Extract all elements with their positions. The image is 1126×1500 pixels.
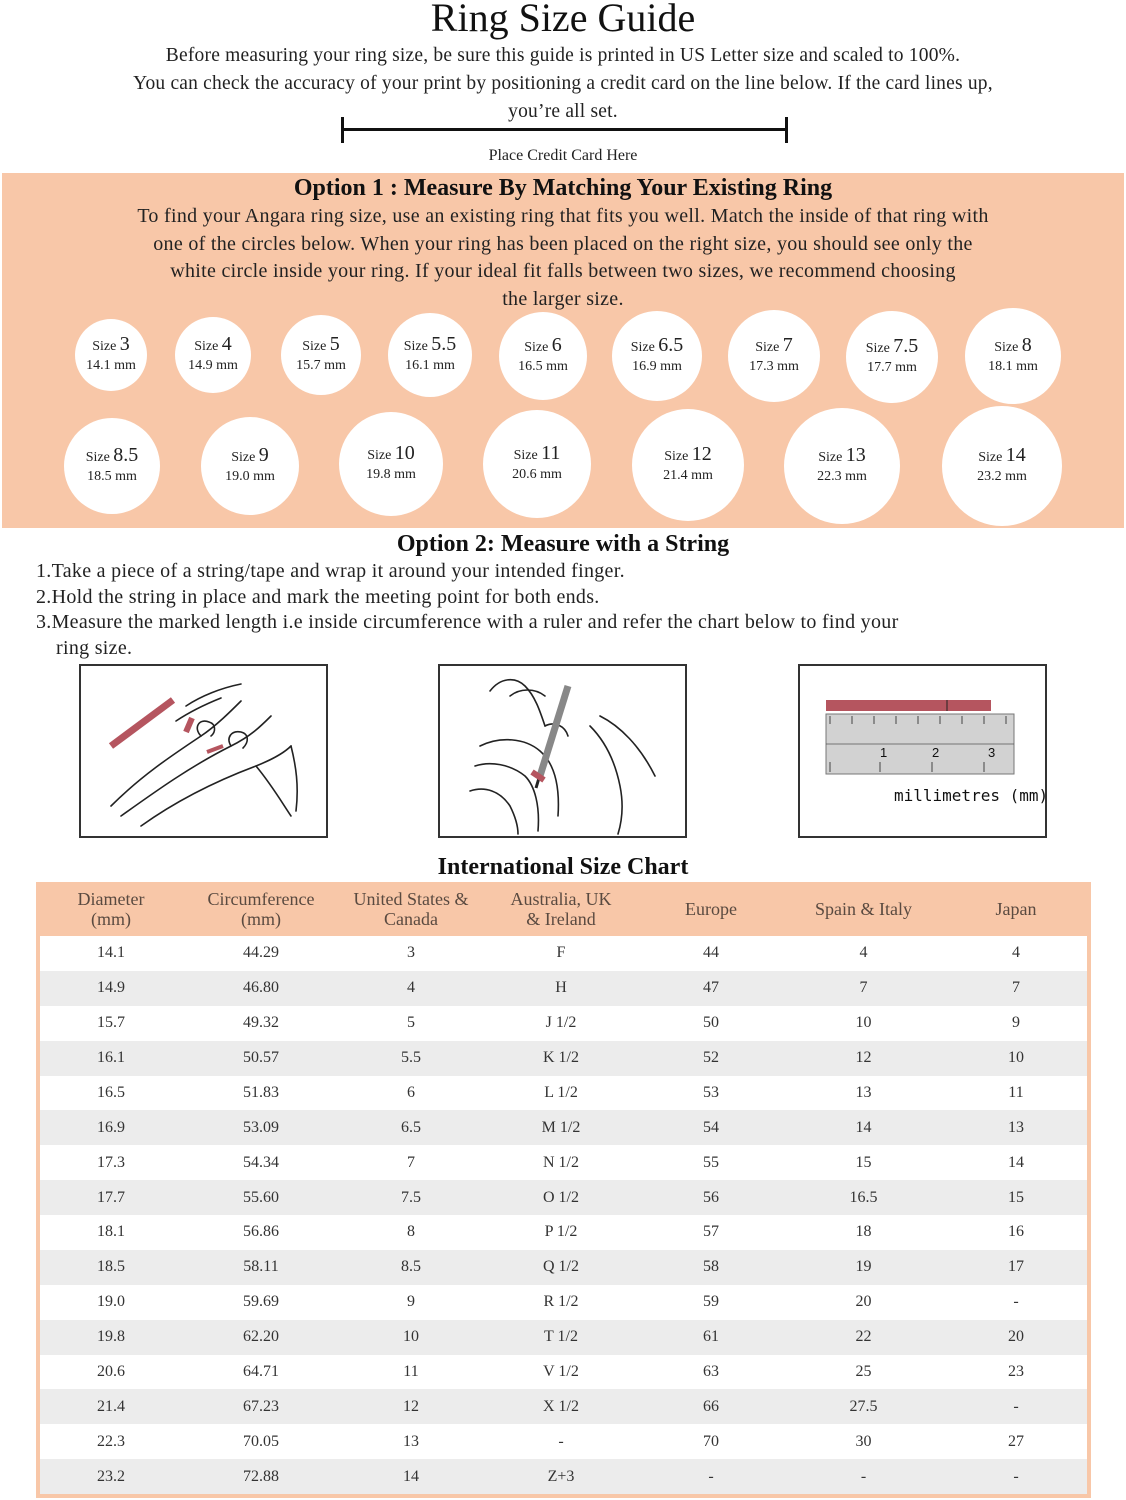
table-cell: 50 bbox=[703, 1014, 719, 1032]
table-cell: V 1/2 bbox=[543, 1362, 579, 1380]
size-circle bbox=[483, 410, 591, 518]
size-circle-mm: 17.3 mm bbox=[749, 359, 799, 374]
table-cell: - bbox=[1013, 1293, 1019, 1311]
table-cell: 16 bbox=[1008, 1223, 1024, 1241]
table-cell: P 1/2 bbox=[544, 1223, 578, 1241]
size-number: 7.5 bbox=[893, 335, 919, 357]
size-word: Size bbox=[85, 450, 110, 465]
size-number: 6 bbox=[551, 334, 562, 356]
table-row bbox=[40, 971, 1087, 1006]
size-circle-label bbox=[483, 442, 591, 465]
size-circle bbox=[499, 312, 587, 400]
table-cell: 20 bbox=[1008, 1328, 1024, 1346]
size-circle-mm: 19.0 mm bbox=[225, 469, 275, 484]
table-cell: 11 bbox=[1008, 1083, 1024, 1101]
table-row bbox=[40, 936, 1087, 971]
size-word: Size bbox=[524, 340, 549, 355]
table-cell: 59 bbox=[703, 1293, 719, 1311]
table-cell: 12 bbox=[855, 1049, 872, 1067]
table-cell: 8 bbox=[407, 1223, 415, 1241]
size-chart-table bbox=[36, 882, 1091, 1498]
line-tick-right bbox=[785, 117, 788, 143]
size-word: Size bbox=[978, 450, 1003, 465]
option1-text-line: To find your Angara ring size, use an existing ring that fits you well. Match the inside of that ring with bbox=[137, 205, 989, 227]
column-header-line: Australia, UK bbox=[510, 889, 612, 909]
table-cell: 4 bbox=[859, 944, 868, 962]
table-row bbox=[40, 1110, 1087, 1145]
table-cell: 52 bbox=[703, 1049, 719, 1067]
table-cell: 13 bbox=[403, 1432, 419, 1450]
table-cell: 44 bbox=[703, 944, 719, 962]
size-word: Size bbox=[92, 339, 117, 354]
table-cell: T 1/2 bbox=[544, 1328, 578, 1346]
size-circle-label bbox=[942, 444, 1062, 467]
table-cell: 57 bbox=[703, 1223, 719, 1241]
table-cell: 59.69 bbox=[243, 1293, 279, 1311]
table-row bbox=[40, 1459, 1087, 1494]
size-number: 5 bbox=[329, 333, 340, 355]
table-cell: 53 bbox=[703, 1083, 719, 1101]
table-cell: 14 bbox=[403, 1467, 419, 1485]
size-number: 4 bbox=[221, 333, 232, 355]
size-circle bbox=[846, 311, 938, 403]
table-cell: 17.7 bbox=[97, 1188, 125, 1206]
table-cell: 14.1 bbox=[97, 944, 125, 962]
size-circle bbox=[784, 408, 900, 524]
size-word: Size bbox=[403, 339, 428, 354]
table-cell: 72.88 bbox=[243, 1467, 279, 1485]
size-number: 11 bbox=[541, 442, 561, 464]
table-cell: 13 bbox=[855, 1083, 872, 1101]
table-cell: 7 bbox=[1012, 979, 1020, 997]
table-cell: 4 bbox=[407, 979, 415, 997]
table-row bbox=[40, 1355, 1087, 1390]
size-word: Size bbox=[231, 450, 256, 465]
table-cell: 16.5 bbox=[849, 1188, 878, 1206]
table-cell: J 1/2 bbox=[545, 1014, 577, 1032]
table-cell: X 1/2 bbox=[543, 1397, 579, 1415]
table-cell: 21.4 bbox=[97, 1397, 125, 1415]
table-cell: 17 bbox=[1008, 1258, 1024, 1276]
column-header bbox=[186, 882, 336, 936]
table-cell: 61 bbox=[703, 1328, 719, 1346]
table-cell: 5.5 bbox=[401, 1049, 421, 1067]
table-cell: M 1/2 bbox=[541, 1118, 581, 1136]
size-number: 6.5 bbox=[658, 334, 684, 356]
size-circle bbox=[632, 409, 744, 521]
table-cell: 64.71 bbox=[243, 1362, 279, 1380]
option1-text-line: the larger size. bbox=[502, 287, 624, 310]
ruler-number-3: 3 bbox=[988, 745, 996, 760]
table-cell: N 1/2 bbox=[543, 1153, 579, 1171]
size-circle-label bbox=[846, 335, 938, 358]
table-cell: 20 bbox=[855, 1293, 872, 1311]
table-cell: 18 bbox=[855, 1223, 872, 1241]
column-header-line: Canada bbox=[384, 909, 438, 929]
intro-line: You can check the accuracy of your print by positioning a credit card on the line below. If the card lines up, bbox=[133, 73, 993, 94]
size-number: 14 bbox=[1005, 444, 1026, 466]
size-circle-mm: 15.7 mm bbox=[296, 358, 346, 373]
size-circle-mm: 16.5 mm bbox=[518, 359, 568, 374]
hand-pen-icon bbox=[440, 666, 685, 836]
size-circle-label bbox=[339, 442, 443, 465]
page-title: Ring Size Guide bbox=[430, 0, 696, 40]
step-item-continuation: ring size. bbox=[56, 636, 133, 659]
intro-line: you’re all set. bbox=[508, 101, 618, 122]
table-cell: 5 bbox=[407, 1014, 415, 1032]
option1-text-line: one of the circles below. When your ring has been placed on the right size, you should see only the bbox=[153, 232, 973, 255]
hand-string-icon bbox=[81, 666, 326, 836]
size-word: Size bbox=[513, 448, 538, 463]
table-cell: 16.1 bbox=[97, 1049, 125, 1067]
table-row bbox=[40, 1006, 1087, 1041]
table-cell: 7.5 bbox=[401, 1188, 421, 1206]
table-cell: 16.9 bbox=[97, 1118, 125, 1136]
table-cell: 51.83 bbox=[243, 1083, 279, 1101]
table-row bbox=[40, 1076, 1087, 1111]
column-header-line: Spain & Italy bbox=[815, 899, 912, 919]
ruler-illustration bbox=[798, 664, 1047, 838]
column-header bbox=[786, 882, 941, 936]
column-header bbox=[336, 882, 486, 936]
table-cell: O 1/2 bbox=[543, 1188, 579, 1206]
table-cell: 56.86 bbox=[243, 1223, 279, 1241]
table-cell: 58.11 bbox=[243, 1258, 279, 1276]
table-row bbox=[40, 1285, 1087, 1320]
intro-text bbox=[30, 42, 1096, 126]
size-circle bbox=[201, 417, 299, 515]
table-cell: 30 bbox=[855, 1432, 872, 1450]
option1-section bbox=[2, 173, 1124, 528]
table-cell: 55.60 bbox=[243, 1188, 279, 1206]
size-circle-mm: 14.9 mm bbox=[188, 358, 238, 373]
intro-line: Before measuring your ring size, be sure this guide is printed in US Letter size and scaled to 100%. bbox=[165, 45, 961, 66]
size-word: Size bbox=[194, 339, 219, 354]
ruler-number-1: 1 bbox=[880, 745, 888, 760]
table-cell: 10 bbox=[1008, 1049, 1024, 1067]
hand-marking-illustration bbox=[438, 664, 687, 838]
table-cell: 7 bbox=[859, 979, 868, 997]
size-circle-label bbox=[612, 334, 702, 357]
size-word: Size bbox=[367, 448, 392, 463]
option1-text bbox=[42, 203, 1084, 313]
table-row bbox=[40, 1424, 1087, 1459]
table-cell: 12 bbox=[403, 1397, 419, 1415]
table-cell: 19.0 bbox=[97, 1293, 125, 1311]
size-number: 7 bbox=[782, 334, 793, 356]
table-cell: - bbox=[708, 1467, 714, 1485]
table-cell: F bbox=[556, 944, 566, 962]
table-cell: 4 bbox=[1012, 944, 1020, 962]
size-circle-mm: 16.1 mm bbox=[405, 358, 455, 373]
size-circle-label bbox=[728, 334, 820, 357]
size-circle bbox=[64, 418, 160, 514]
column-header bbox=[486, 882, 636, 936]
table-cell: - bbox=[1013, 1397, 1019, 1415]
option2-steps bbox=[36, 559, 1096, 661]
table-cell: 15 bbox=[855, 1153, 872, 1171]
table-cell: 55 bbox=[703, 1153, 719, 1171]
size-number: 8.5 bbox=[113, 444, 139, 466]
size-number: 8 bbox=[1021, 334, 1032, 356]
table-cell: 16.5 bbox=[97, 1083, 125, 1101]
size-number: 10 bbox=[394, 442, 415, 464]
table-cell: 19.8 bbox=[97, 1328, 125, 1346]
table-cell: 53.09 bbox=[243, 1118, 279, 1136]
table-cell: 44.29 bbox=[243, 944, 279, 962]
size-circle-label bbox=[201, 444, 299, 467]
size-circle bbox=[339, 412, 443, 516]
step-item: 3.Measure the marked length i.e inside circumference with a ruler and refer the chart below to find your bbox=[36, 611, 899, 633]
size-circle bbox=[942, 406, 1062, 526]
size-word: Size bbox=[994, 340, 1019, 355]
table-cell: - bbox=[1013, 1467, 1019, 1485]
table-cell: - bbox=[860, 1467, 867, 1485]
table-cell: 70.05 bbox=[243, 1432, 279, 1450]
table-cell: 46.80 bbox=[243, 979, 279, 997]
size-word: Size bbox=[865, 341, 890, 356]
table-cell: 27 bbox=[1008, 1432, 1024, 1450]
size-circle-label bbox=[965, 334, 1061, 357]
ruler-icon bbox=[800, 666, 1045, 836]
table-cell: 67.23 bbox=[243, 1397, 279, 1415]
table-cell: 10 bbox=[403, 1328, 419, 1346]
ruler-number-2: 2 bbox=[932, 745, 940, 760]
table-cell: K 1/2 bbox=[543, 1049, 579, 1067]
size-circle-label bbox=[499, 334, 587, 357]
column-header-line: (mm) bbox=[241, 909, 281, 929]
table-cell: 54.34 bbox=[243, 1153, 279, 1171]
size-circle-mm: 18.5 mm bbox=[87, 469, 137, 484]
table-row bbox=[40, 1215, 1087, 1250]
table-cell: Z+3 bbox=[547, 1467, 575, 1485]
size-chart-title: International Size Chart bbox=[437, 854, 689, 880]
size-circle bbox=[388, 313, 472, 397]
table-row bbox=[40, 1389, 1087, 1424]
table-cell: 49.32 bbox=[243, 1014, 279, 1032]
table-cell: 9 bbox=[407, 1293, 415, 1311]
size-circle-label bbox=[388, 333, 472, 356]
size-circle-label bbox=[175, 333, 251, 356]
size-circle bbox=[965, 308, 1061, 404]
line-bar bbox=[341, 128, 788, 131]
size-circle-mm: 17.7 mm bbox=[867, 360, 917, 375]
table-cell: 50.57 bbox=[243, 1049, 279, 1067]
size-number: 12 bbox=[691, 443, 712, 465]
column-header-line: Circumference bbox=[207, 889, 315, 909]
table-cell: 66 bbox=[703, 1397, 719, 1415]
table-row bbox=[40, 1041, 1087, 1076]
size-circle-mm: 22.3 mm bbox=[817, 469, 867, 484]
ruler-unit-label: millimetres (mm) bbox=[894, 786, 1045, 805]
size-circle bbox=[728, 310, 820, 402]
size-circle-label bbox=[281, 333, 361, 356]
size-circle-label bbox=[784, 444, 900, 467]
table-row bbox=[40, 1180, 1087, 1215]
option2-title: Option 2: Measure with a String bbox=[396, 531, 730, 557]
table-row bbox=[40, 1250, 1087, 1285]
table-cell: 3 bbox=[407, 944, 415, 962]
size-circle-mm: 18.1 mm bbox=[988, 359, 1038, 374]
size-circle-label bbox=[75, 333, 147, 356]
table-cell: 70 bbox=[703, 1432, 719, 1450]
column-header-line: United States & bbox=[353, 889, 469, 909]
table-cell: 14 bbox=[855, 1118, 872, 1136]
size-word: Size bbox=[818, 450, 843, 465]
table-row bbox=[40, 1320, 1087, 1355]
size-word: Size bbox=[755, 340, 780, 355]
table-cell: 27.5 bbox=[849, 1397, 878, 1415]
table-cell: 20.6 bbox=[97, 1362, 125, 1380]
credit-card-label: Place Credit Card Here bbox=[488, 147, 638, 164]
table-cell: 6 bbox=[407, 1083, 415, 1101]
table-cell: 14 bbox=[1008, 1153, 1024, 1171]
table-cell: 9 bbox=[1012, 1014, 1020, 1032]
table-cell: 47 bbox=[703, 979, 719, 997]
table-cell: H bbox=[555, 979, 567, 997]
option1-text-line: white circle inside your ring. If your ideal fit falls between two sizes, we recommend choosing bbox=[170, 260, 956, 282]
table-cell: 18.1 bbox=[97, 1223, 125, 1241]
table-cell: 25 bbox=[855, 1362, 872, 1380]
hand-with-string-illustration bbox=[79, 664, 328, 838]
size-circle bbox=[612, 311, 702, 401]
column-header-line: Diameter bbox=[77, 889, 145, 909]
column-header bbox=[36, 882, 186, 936]
table-cell: 6.5 bbox=[401, 1118, 421, 1136]
credit-card-measure-line bbox=[341, 117, 788, 143]
column-header-line: & Ireland bbox=[526, 909, 596, 929]
table-cell: 58 bbox=[703, 1258, 719, 1276]
table-cell: 14.9 bbox=[97, 979, 125, 997]
table-cell: 23 bbox=[1008, 1362, 1024, 1380]
size-circle-mm: 14.1 mm bbox=[86, 358, 136, 373]
table-cell: 22 bbox=[855, 1328, 872, 1346]
size-word: Size bbox=[302, 339, 327, 354]
table-cell: 11 bbox=[403, 1362, 419, 1380]
table-cell: 7 bbox=[407, 1153, 415, 1171]
table-cell: Q 1/2 bbox=[543, 1258, 579, 1276]
size-circle-mm: 16.9 mm bbox=[632, 359, 682, 374]
size-number: 13 bbox=[845, 444, 866, 466]
table-cell: 54 bbox=[703, 1118, 719, 1136]
table-cell: 62.20 bbox=[243, 1328, 279, 1346]
size-number: 5.5 bbox=[431, 333, 457, 355]
option1-title: Option 1 : Measure By Matching Your Existing Ring bbox=[293, 175, 833, 201]
size-number: 3 bbox=[119, 333, 130, 355]
size-word: Size bbox=[630, 340, 655, 355]
table-cell: 17.3 bbox=[97, 1153, 125, 1171]
column-header-line: (mm) bbox=[91, 909, 131, 929]
step-item: 1.Take a piece of a string/tape and wrap it around your intended finger. bbox=[36, 560, 625, 582]
table-cell: 15.7 bbox=[97, 1014, 125, 1032]
table-cell: 23.2 bbox=[97, 1467, 125, 1485]
table-header bbox=[36, 882, 1091, 936]
column-header bbox=[636, 882, 786, 936]
table-cell: 13 bbox=[1008, 1118, 1024, 1136]
table-cell: - bbox=[558, 1432, 564, 1450]
table-body bbox=[40, 936, 1087, 1494]
size-circle-mm: 23.2 mm bbox=[977, 469, 1027, 484]
step-item: 2.Hold the string in place and mark the meeting point for both ends. bbox=[36, 585, 600, 608]
size-circle-label bbox=[632, 443, 744, 466]
table-cell: 8.5 bbox=[401, 1258, 421, 1276]
size-circle bbox=[75, 319, 147, 391]
size-circle-mm: 19.8 mm bbox=[366, 467, 416, 482]
size-circle bbox=[175, 317, 251, 393]
size-circle-mm: 20.6 mm bbox=[512, 467, 562, 482]
column-header-line: Japan bbox=[995, 899, 1037, 919]
table-row bbox=[40, 1145, 1087, 1180]
column-header-line: Europe bbox=[685, 899, 737, 919]
table-cell: 15 bbox=[1008, 1188, 1024, 1206]
table-cell: 19 bbox=[855, 1258, 872, 1276]
table-cell: R 1/2 bbox=[543, 1293, 579, 1311]
size-circle-mm: 21.4 mm bbox=[663, 468, 713, 483]
column-header bbox=[941, 882, 1091, 936]
table-cell: 63 bbox=[703, 1362, 719, 1380]
size-circle bbox=[281, 315, 361, 395]
table-cell: 10 bbox=[855, 1014, 872, 1032]
size-word: Size bbox=[664, 449, 689, 464]
table-cell: 18.5 bbox=[97, 1258, 125, 1276]
table-cell: 22.3 bbox=[97, 1432, 125, 1450]
size-circle-label bbox=[64, 444, 160, 467]
table-cell: L 1/2 bbox=[544, 1083, 578, 1101]
size-number: 9 bbox=[258, 444, 269, 466]
table-cell: 56 bbox=[703, 1188, 719, 1206]
